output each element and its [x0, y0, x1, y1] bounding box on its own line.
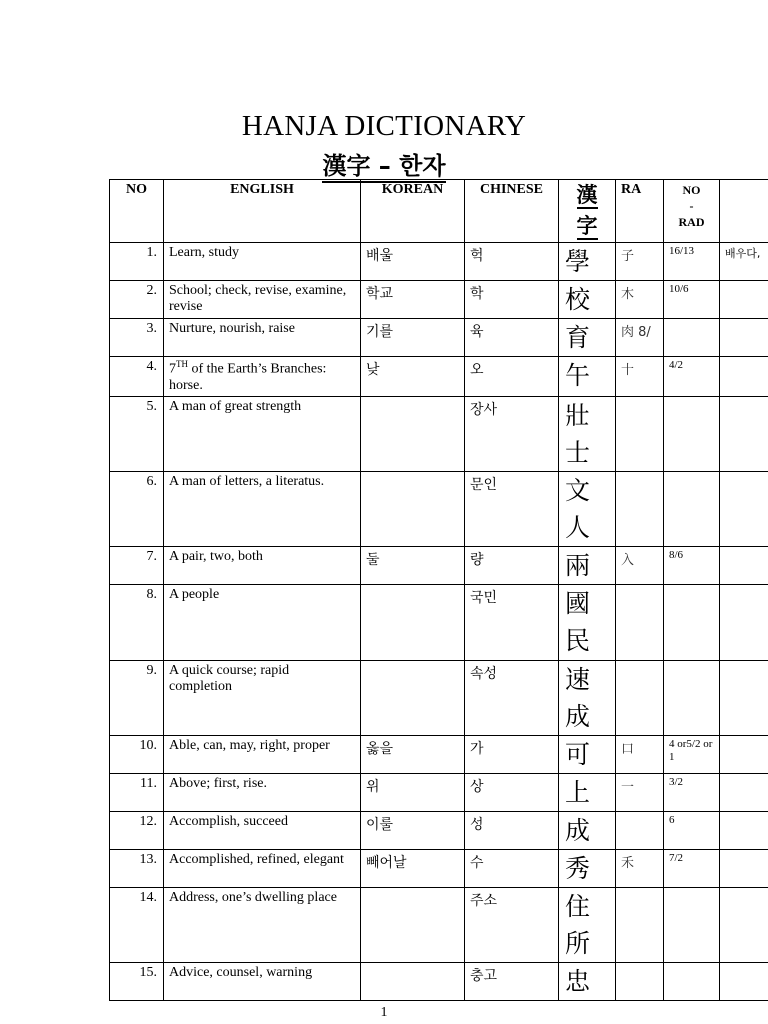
row-radical [616, 811, 664, 849]
hanja-char: 兩 [565, 550, 591, 580]
hanja-char: 秀 [565, 853, 591, 883]
table-row [110, 396, 768, 471]
row-chinese: 장사 [465, 396, 559, 471]
row-extra [720, 357, 768, 397]
row-korean [361, 471, 465, 546]
row-radical: 一 [616, 773, 664, 811]
row-hanja [559, 584, 616, 660]
header-no-rad [664, 180, 720, 243]
row-hanja [559, 773, 616, 811]
row-extra [720, 887, 768, 962]
table-body [110, 243, 768, 1001]
hanja-char: 午 [565, 361, 591, 390]
row-stroke-count [664, 319, 720, 357]
row-english: A man of letters, a literatus. [164, 471, 361, 546]
hanja-char: 住 [565, 891, 591, 921]
hanja-char: 速 [565, 664, 591, 694]
row-number: 14. [110, 887, 164, 962]
row-chinese: 문인 [465, 471, 559, 546]
row-korean: 빼어날 [361, 849, 465, 887]
row-number: 5. [110, 396, 164, 471]
row-stroke-count: 8/6 [664, 546, 720, 584]
header-extra [720, 180, 768, 243]
row-radical: 十 [616, 357, 664, 397]
row-korean: 낮 [361, 357, 465, 397]
row-number: 12. [110, 811, 164, 849]
row-english: A man of great strength [164, 396, 361, 471]
table-row [110, 243, 768, 281]
hanja-char: 文 [565, 475, 591, 505]
header-korean: KOREAN [361, 180, 465, 243]
row-number: 15. [110, 962, 164, 1000]
row-chinese: 국민 [465, 584, 559, 660]
hanja-char: 學 [565, 247, 591, 276]
header-hanja-2: 字 [576, 214, 598, 238]
row-extra [720, 811, 768, 849]
row-number: 9. [110, 660, 164, 735]
row-extra [720, 584, 768, 660]
row-stroke-count [664, 887, 720, 962]
table-row [110, 773, 768, 811]
table-row [110, 584, 768, 660]
row-hanja [559, 319, 616, 357]
hanja-char: 成 [565, 701, 591, 731]
hanja-char: 民 [565, 625, 591, 655]
subtitle-text: 漢字 – 한자 [322, 152, 445, 183]
row-hanja [559, 735, 616, 773]
row-korean: 학교 [361, 281, 465, 319]
row-hanja [559, 471, 616, 546]
row-radical: 肉 8/ [616, 319, 664, 357]
row-radical [616, 660, 664, 735]
header-no: NO [110, 180, 164, 243]
hanja-char: 人 [565, 512, 591, 542]
row-number: 2. [110, 281, 164, 319]
row-english: School; check, revise, examine, revise [164, 281, 361, 319]
hanja-char: 育 [565, 323, 591, 352]
row-hanja [559, 887, 616, 962]
row-chinese: 육 [465, 319, 559, 357]
row-korean [361, 584, 465, 660]
row-stroke-count: 6 [664, 811, 720, 849]
row-stroke-count: 4/2 [664, 357, 720, 397]
row-chinese: 상 [465, 773, 559, 811]
table-row [110, 281, 768, 319]
hanja-char: 上 [565, 777, 591, 807]
header-rad-1: NO [682, 183, 701, 197]
row-english: Learn, study [164, 243, 361, 281]
row-radical: 木 [616, 281, 664, 319]
row-english: Above; first, rise. [164, 773, 361, 811]
header-hanja-1: 漢 [576, 183, 598, 207]
table-row [110, 849, 768, 887]
row-number: 3. [110, 319, 164, 357]
table-row [110, 735, 768, 773]
table-row [110, 660, 768, 735]
table-header-row [110, 180, 768, 243]
row-stroke-count [664, 660, 720, 735]
row-english: A people [164, 584, 361, 660]
row-english [164, 357, 361, 397]
table-row [110, 811, 768, 849]
header-english: ENGLISH [164, 180, 361, 243]
row-chinese: 헉 [465, 243, 559, 281]
row-hanja [559, 243, 616, 281]
document-subtitle [0, 146, 768, 181]
row-korean: 배울 [361, 243, 465, 281]
row-korean [361, 660, 465, 735]
hanja-char: 校 [565, 285, 591, 314]
row-extra [720, 735, 768, 773]
row-chinese: 가 [465, 735, 559, 773]
hanja-char: 成 [565, 815, 591, 845]
row-extra [720, 849, 768, 887]
row-hanja [559, 660, 616, 735]
table-row [110, 887, 768, 962]
row-number: 1. [110, 243, 164, 281]
row-hanja [559, 546, 616, 584]
row-korean: 기를 [361, 319, 465, 357]
header-chinese: CHINESE [465, 180, 559, 243]
row-korean: 둘 [361, 546, 465, 584]
row-hanja [559, 849, 616, 887]
row-stroke-count: 4 or5/2 or 1 [664, 735, 720, 773]
row-english: Address, one’s dwelling place [164, 887, 361, 962]
row-radical [616, 962, 664, 1000]
table-row [110, 471, 768, 546]
hanja-char: 所 [565, 928, 591, 958]
header-rad-2: - [689, 199, 694, 213]
row-chinese: 성 [465, 811, 559, 849]
row-english: Advice, counsel, warning [164, 962, 361, 1000]
row-extra [720, 319, 768, 357]
row-english: Accomplished, refined, elegant [164, 849, 361, 887]
hanja-char: 忠 [565, 966, 591, 996]
row-radical: 禾 [616, 849, 664, 887]
row-radical: 子 [616, 243, 664, 281]
row-radical [616, 584, 664, 660]
row-extra [720, 396, 768, 471]
row-english: Nurture, nourish, raise [164, 319, 361, 357]
table-row [110, 319, 768, 357]
hanja-char: 國 [565, 588, 591, 618]
row-stroke-count: 10/6 [664, 281, 720, 319]
row-extra [720, 546, 768, 584]
hanja-char: 可 [565, 739, 591, 769]
row-radical [616, 471, 664, 546]
table-row [110, 962, 768, 1000]
row-korean [361, 396, 465, 471]
row-korean [361, 887, 465, 962]
header-rad-3: RAD [678, 215, 705, 229]
row-radical [616, 887, 664, 962]
english-text: of the Earth’s Branches: horse. [169, 361, 327, 393]
row-number: 13. [110, 849, 164, 887]
row-korean: 위 [361, 773, 465, 811]
row-korean: 이룰 [361, 811, 465, 849]
row-english: A pair, two, both [164, 546, 361, 584]
row-korean: 옳을 [361, 735, 465, 773]
row-stroke-count [664, 471, 720, 546]
row-hanja [559, 811, 616, 849]
row-extra [720, 660, 768, 735]
row-stroke-count [664, 584, 720, 660]
row-number: 4. [110, 357, 164, 397]
row-chinese: 오 [465, 357, 559, 397]
english-superscript: TH [176, 359, 188, 369]
hanja-table [109, 179, 768, 1001]
row-hanja [559, 281, 616, 319]
row-hanja [559, 357, 616, 397]
english-ordinal: 7 [169, 361, 176, 377]
header-ra: RA [616, 180, 664, 243]
row-korean [361, 962, 465, 1000]
row-chinese: 충고 [465, 962, 559, 1000]
hanja-char: 士 [565, 437, 591, 467]
row-stroke-count: 3/2 [664, 773, 720, 811]
hanja-char: 壯 [565, 400, 591, 430]
row-english: Able, can, may, right, proper [164, 735, 361, 773]
row-extra [720, 962, 768, 1000]
row-extra [720, 773, 768, 811]
table-row [110, 546, 768, 584]
row-number: 8. [110, 584, 164, 660]
row-hanja [559, 396, 616, 471]
row-extra [720, 471, 768, 546]
row-english: Accomplish, succeed [164, 811, 361, 849]
table-row [110, 357, 768, 397]
row-extra [720, 281, 768, 319]
row-stroke-count [664, 962, 720, 1000]
row-radical [616, 396, 664, 471]
row-chinese: 수 [465, 849, 559, 887]
row-stroke-count: 7/2 [664, 849, 720, 887]
row-radical: 口 [616, 735, 664, 773]
row-extra: 배우다, [720, 243, 768, 281]
header-hanja [559, 180, 616, 243]
page-number: 1 [380, 1005, 388, 1020]
row-chinese: 학 [465, 281, 559, 319]
row-hanja [559, 962, 616, 1000]
row-number: 7. [110, 546, 164, 584]
row-chinese: 주소 [465, 887, 559, 962]
row-radical: 入 [616, 546, 664, 584]
document-title: HANJA DICTIONARY [241, 110, 527, 142]
row-number: 11. [110, 773, 164, 811]
row-stroke-count [664, 396, 720, 471]
row-number: 10. [110, 735, 164, 773]
row-stroke-count: 16/13 [664, 243, 720, 281]
row-chinese: 량 [465, 546, 559, 584]
row-number: 6. [110, 471, 164, 546]
row-english: A quick course; rapid completion [164, 660, 361, 735]
row-chinese: 속성 [465, 660, 559, 735]
